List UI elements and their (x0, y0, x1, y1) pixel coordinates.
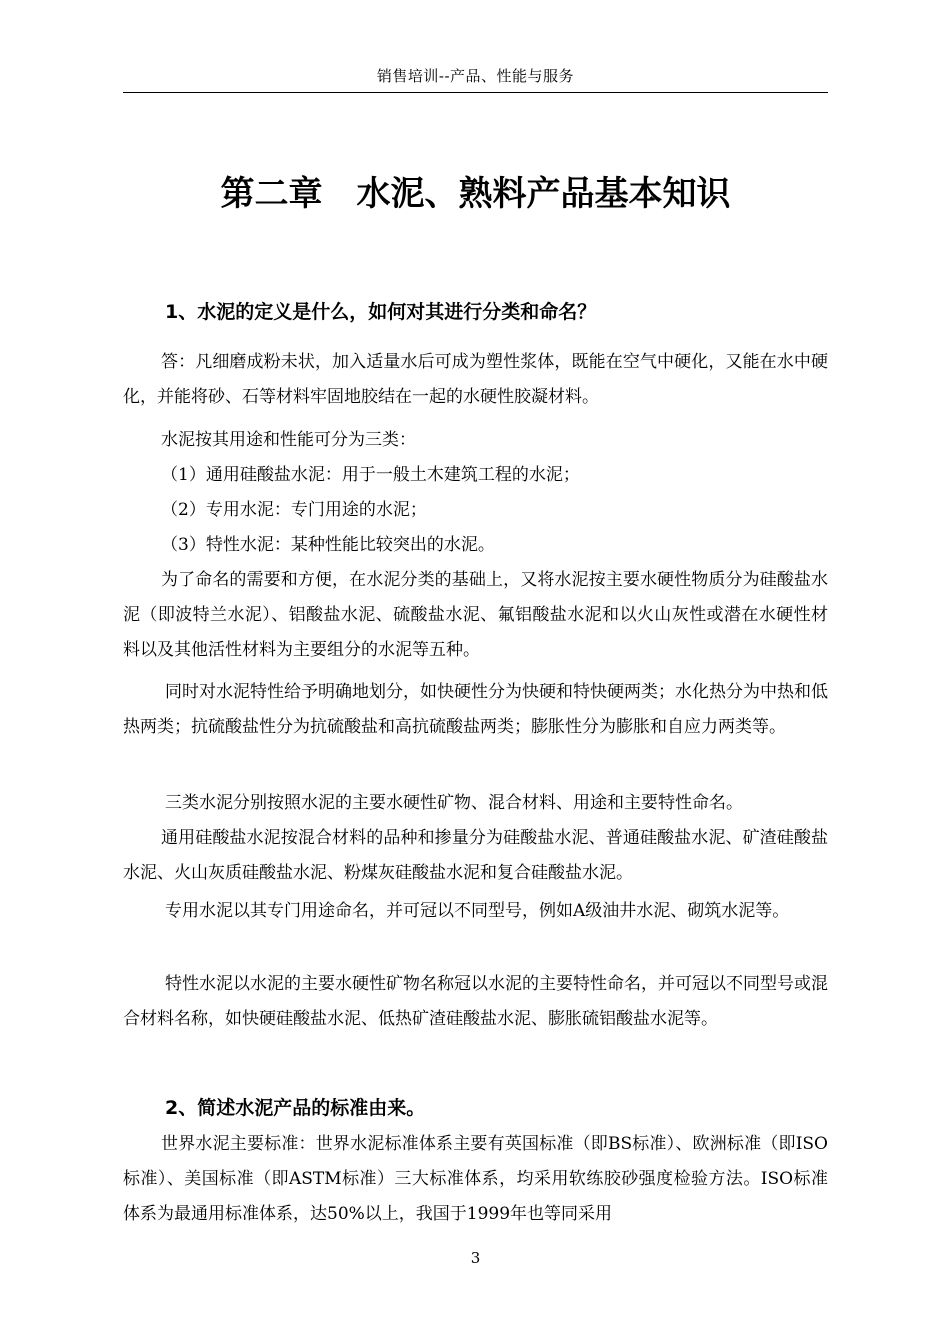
page-number: 3 (470, 1249, 481, 1267)
paragraph-standards: 世界水泥主要标准：世界水泥标准体系主要有英国标准（即BS标准）、欧洲标准（即ISO标准）、美国标准（即ASTM标准）三大标准体系，均采用软练胶砂强度检验方法。ISO标准体系为最通用标准体系，达50%以上，我国于1999年也等同采用 (123, 1134, 828, 1224)
chapter-title: 第二章 水泥、熟料产品基本知识 (220, 174, 731, 214)
paragraph-special-cement: 专用水泥以其专门用途命名，并可冠以不同型号，例如A级油井水泥、砌筑水泥等。 (165, 901, 790, 921)
paragraph-property-cement: 特性水泥以水泥的主要水硬性矿物名称冠以水泥的主要特性命名，并可冠以不同型号或混合材料名称，如快硬硅酸盐水泥、低热矿渣硅酸盐水泥、膨胀硫铝酸盐水泥等。 (123, 974, 828, 1029)
header-rule (123, 92, 828, 93)
paragraph-characteristics: 同时对水泥特性给予明确地划分，如快硬性分为快硬和特快硬两类；水化热分为中热和低热两类；抗硫酸盐性分为抗硫酸盐和高抗硫酸盐两类；膨胀性分为膨胀和自应力两类等。 (123, 682, 828, 737)
paragraph-naming: 为了命名的需要和方便，在水泥分类的基础上，又将水泥按主要水硬性物质分为硅酸盐水泥（即波特兰水泥）、铝酸盐水泥、硫酸盐水泥、氟铝酸盐水泥和以火山灰性或潜在水硬性材料以及其他活性材料为主要组分的水泥等五种。 (123, 570, 828, 660)
paragraph-definition: 答：凡细磨成粉未状，加入适量水后可成为塑性浆体，既能在空气中硬化，又能在水中硬化，并能将砂、石等材料牢固地胶结在一起的水硬性胶凝材料。 (123, 352, 828, 407)
list-item-2: （2）专用水泥：专门用途的水泥； (161, 500, 427, 520)
list-item-3: （3）特性水泥：某种性能比较突出的水泥。 (161, 535, 495, 555)
paragraph-three-types: 三类水泥分别按照水泥的主要水硬性矿物、混合材料、用途和主要特性命名。 (165, 793, 743, 813)
paragraph-general-cement: 通用硅酸盐水泥按混合材料的品种和掺量分为硅酸盐水泥、普通硅酸盐水泥、矿渣硅酸盐水泥、火山灰质硅酸盐水泥、粉煤灰硅酸盐水泥和复合硅酸盐水泥。 (123, 828, 828, 883)
page-header: 销售培训--产品、性能与服务 (376, 67, 575, 85)
list-item-1: （1）通用硅酸盐水泥：用于一般土木建筑工程的水泥； (161, 465, 580, 485)
section-heading-1: 1、水泥的定义是什么，如何对其进行分类和命名？ (165, 301, 597, 323)
paragraph-classification-intro: 水泥按其用途和性能可分为三类： (161, 430, 416, 450)
section-heading-2: 2、简述水泥产品的标准由来。 (165, 1097, 426, 1119)
